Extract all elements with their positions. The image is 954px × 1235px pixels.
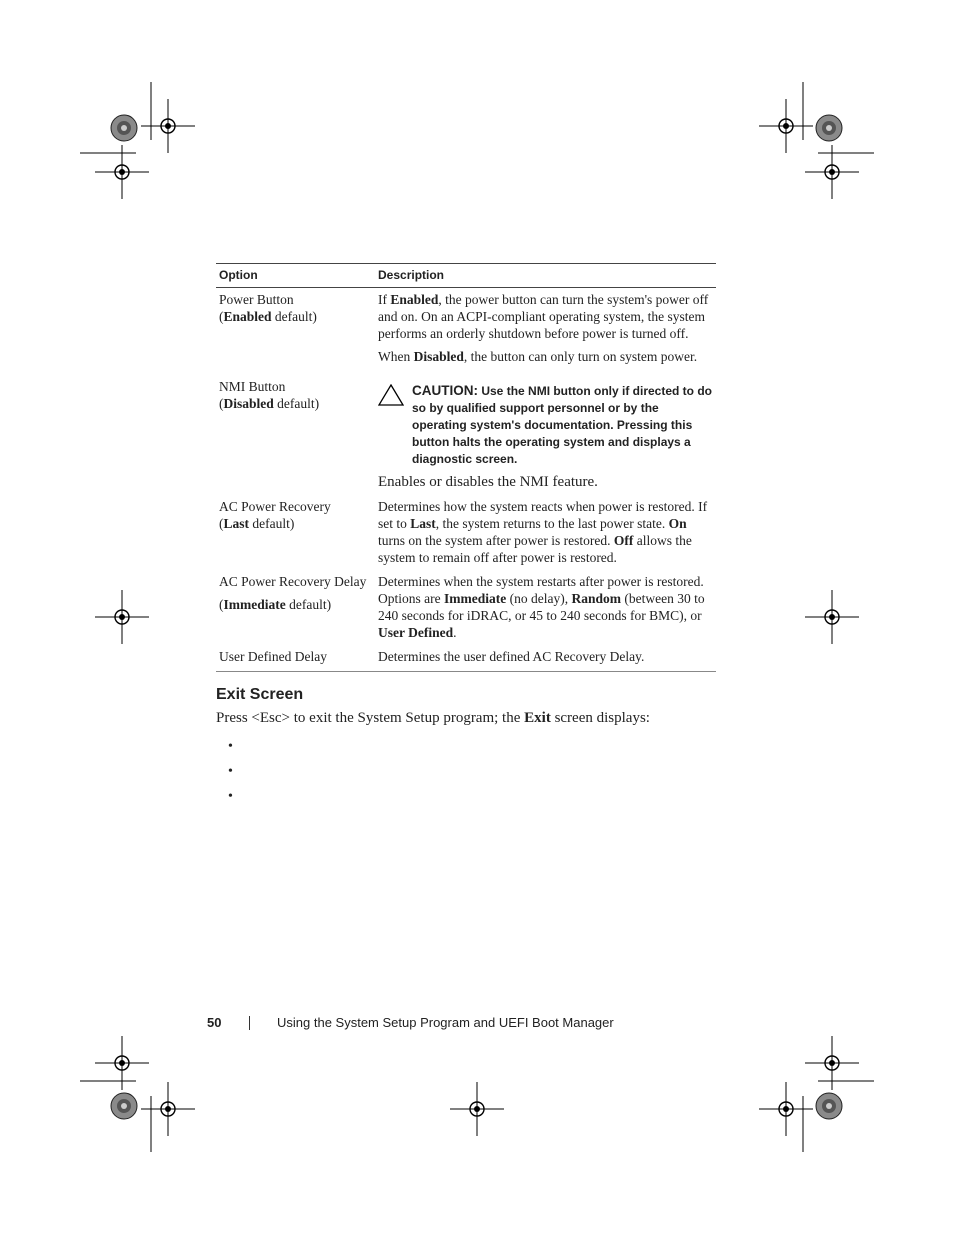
crosshair-icon — [450, 1082, 504, 1136]
crosshair-icon — [805, 1036, 859, 1090]
bold-term: Random — [571, 591, 621, 606]
option-cell: NMI Button (Disabled default) — [219, 379, 320, 411]
bold-term: Last — [410, 516, 436, 531]
option-cell: AC Power Recovery (Last default) — [219, 499, 331, 531]
option-cell: AC Power Recovery Delay (Immediate default) — [219, 574, 367, 612]
description-paragraph — [378, 348, 713, 365]
option-name: Power Button — [219, 292, 294, 307]
main-content — [216, 263, 716, 810]
bullet-list — [216, 735, 716, 810]
table-row — [216, 288, 716, 376]
crosshair-icon — [95, 1036, 149, 1090]
text-run: allows the system to remain off after power is restored. — [378, 533, 692, 565]
text-run: (between 30 to 240 seconds for iDRAC, or 45 to 240 seconds for BMC), or — [378, 591, 705, 623]
table-row — [216, 645, 716, 672]
list-item — [228, 735, 716, 760]
table-row — [216, 375, 716, 495]
header-option: Option — [216, 264, 375, 288]
option-name: AC Power Recovery Delay — [219, 574, 367, 589]
options-table — [216, 263, 716, 672]
chapter-title: Using the System Setup Program and UEFI Boot Manager — [277, 1015, 614, 1030]
footer-divider — [249, 1016, 250, 1030]
description-cell — [375, 645, 716, 672]
bold-term: Off — [613, 533, 634, 548]
text-run: When — [378, 349, 414, 364]
option-default-value: Last — [223, 516, 250, 531]
text-run: Determines when the system restarts after power is restored. Options are — [378, 574, 704, 606]
header-description: Description — [375, 264, 716, 288]
option-name: NMI Button — [219, 379, 286, 394]
star-target-icon — [816, 115, 842, 141]
crosshair-icon — [141, 99, 195, 153]
description-cell — [375, 375, 716, 495]
text-run: , the button can only turn on system power. — [463, 349, 698, 364]
option-default-value: Enabled — [223, 309, 272, 324]
bullet-icon: • — [228, 789, 233, 804]
crosshair-icon — [141, 1082, 195, 1136]
table-row — [216, 495, 716, 570]
star-target-icon — [111, 1093, 137, 1119]
section-paragraph — [216, 710, 716, 727]
text-run: , the system returns to the last power state. — [435, 516, 669, 531]
option-name: AC Power Recovery — [219, 499, 331, 514]
text-run: turns on the system after power is restored. — [378, 533, 614, 548]
crosshair-icon — [759, 1082, 813, 1136]
list-item — [228, 760, 716, 785]
option-default-suffix: default) — [274, 309, 317, 324]
description-paragraph: Determines the user defined AC Recovery Delay. — [378, 649, 645, 664]
text-run: screen displays: — [550, 710, 650, 726]
star-target-icon — [816, 1093, 842, 1119]
bullet-icon: • — [228, 739, 233, 754]
text-run: Determines how the system reacts when power is restored. If set to — [378, 499, 708, 531]
description-cell — [375, 495, 716, 570]
text-run: . — [453, 625, 457, 640]
option-cell — [216, 645, 375, 672]
option-default-suffix: default) — [289, 597, 332, 612]
crosshair-icon — [805, 590, 859, 644]
bold-term: Exit — [524, 710, 551, 726]
text-run: If — [378, 292, 391, 307]
description-cell — [375, 570, 716, 645]
description-paragraph — [378, 291, 713, 342]
bold-term: Disabled — [413, 349, 464, 364]
option-cell: Power Button (Enabled default) — [219, 292, 317, 324]
page-number: 50 — [207, 1015, 222, 1030]
caution-notice — [378, 382, 713, 468]
crosshair-icon — [95, 590, 149, 644]
star-target-icon — [111, 115, 137, 141]
text-run: (no delay), — [506, 591, 572, 606]
bold-term: On — [668, 516, 687, 531]
option-default-suffix: default) — [277, 396, 320, 411]
bold-term: User Defined — [378, 625, 454, 640]
option-default-value: Immediate — [223, 597, 286, 612]
table-header-row — [216, 264, 716, 288]
caution-text — [412, 382, 713, 468]
text-run: Press <Esc> to exit the System Setup program; the — [216, 710, 525, 726]
caution-triangle-icon — [378, 382, 412, 468]
crosshair-icon — [759, 99, 813, 153]
description-paragraph: Enables or disables the NMI feature. — [378, 474, 598, 490]
table-row — [216, 570, 716, 645]
option-name: User Defined Delay — [219, 649, 327, 664]
section-heading: Exit Screen — [216, 686, 304, 703]
caution-body: Use the NMI button only if directed to do so by qualified support personnel or by the operating system's documentation. Pressing this button halts the operating system and displays a diagnostic screen. — [412, 384, 713, 466]
caution-label: CAUTION: — [412, 383, 478, 398]
description-cell — [375, 288, 716, 376]
bullet-icon: • — [228, 764, 233, 779]
bold-term: Immediate — [443, 591, 507, 606]
list-item — [228, 785, 716, 810]
option-default-suffix: default) — [252, 516, 295, 531]
text-run: , the power button can turn the system's power off and on. On an ACPI-compliant operating system, the system performs an orderly shutdown before power is turned off. — [378, 292, 709, 341]
option-default-value: Disabled — [223, 396, 274, 411]
bold-term: Enabled — [390, 292, 439, 307]
